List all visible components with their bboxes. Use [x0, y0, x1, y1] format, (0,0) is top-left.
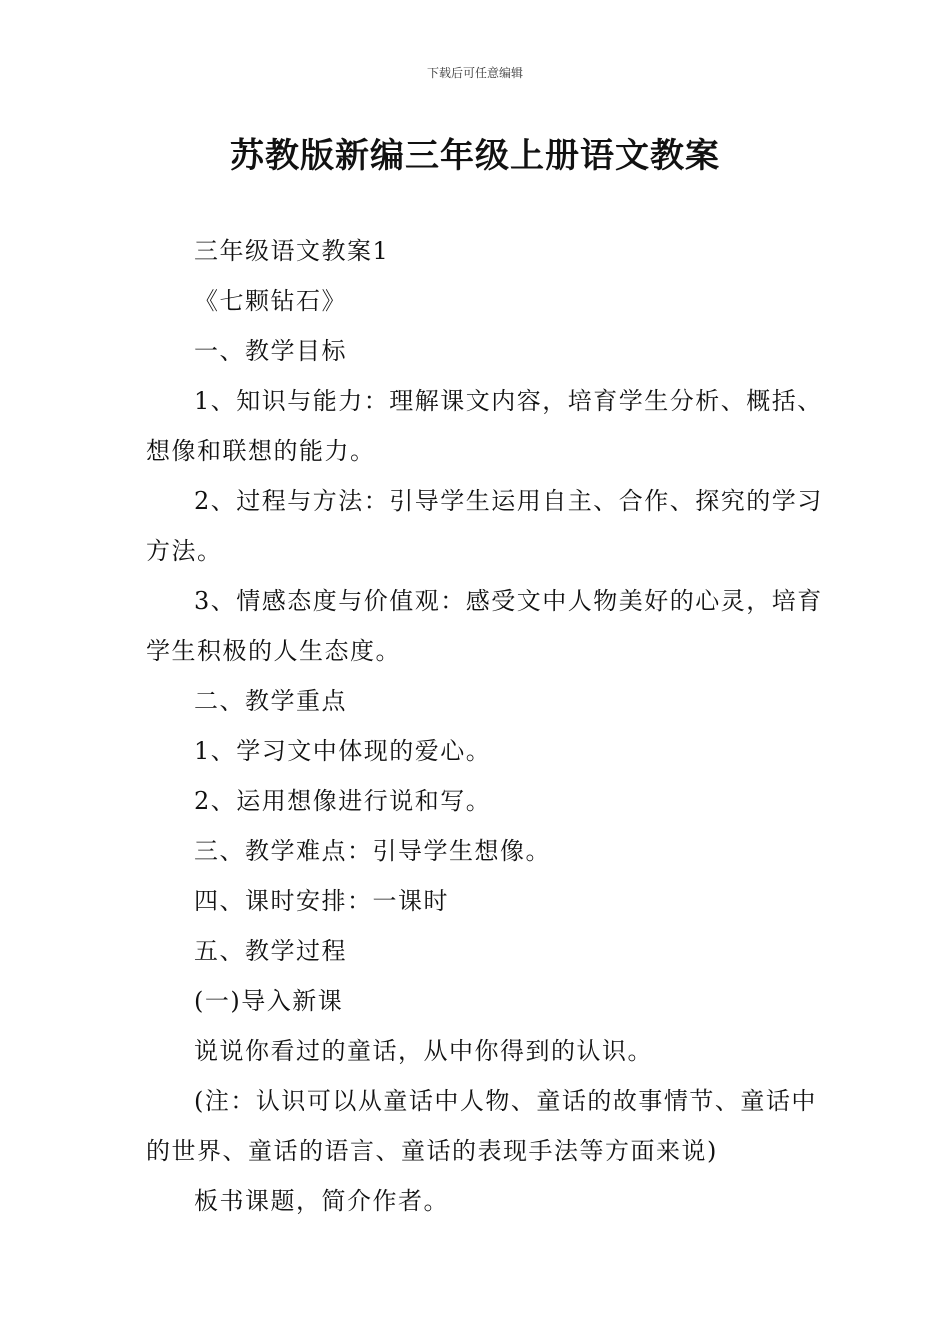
section-heading-key-points: 二、教学重点	[194, 687, 347, 715]
paragraph-intro-2: 板书课题，简介作者。	[194, 1187, 449, 1215]
section-heading-process: 五、教学过程	[194, 937, 347, 965]
document-body	[146, 226, 830, 1226]
section-heading-schedule: 四、课时安排：一课时	[194, 887, 449, 915]
paragraph-key-point-2: 2、运用想像进行说和写。	[194, 787, 492, 815]
document-title: 苏教版新编三年级上册语文教案	[230, 136, 720, 176]
paragraph-lesson-number: 三年级语文教案1	[194, 237, 390, 265]
paragraph-intro-1: 说说你看过的童话，从中你得到的认识。	[194, 1037, 653, 1065]
paragraph-intro-note: (注：认识可以从童话中人物、童话的故事情节、童话中的世界、童话的语言、童话的表现手法等方面来说)	[146, 1087, 817, 1165]
paragraph-goal-1: 1、知识与能力：理解课文内容，培育学生分析、概括、想像和联想的能力。	[146, 387, 823, 465]
subsection-heading-intro: (一)导入新课	[194, 987, 344, 1015]
section-heading-difficulty: 三、教学难点：引导学生想像。	[194, 837, 551, 865]
paragraph-goal-2: 2、过程与方法：引导学生运用自主、合作、探究的学习方法。	[146, 487, 823, 565]
section-heading-goals: 一、教学目标	[194, 337, 347, 365]
paragraph-goal-3: 3、情感态度与价值观：感受文中人物美好的心灵，培育学生积极的人生态度。	[146, 587, 823, 665]
paragraph-key-point-1: 1、学习文中体现的爱心。	[194, 737, 492, 765]
paragraph-lesson-title: 《七颗钻石》	[194, 287, 347, 315]
header-note: 下载后可任意编辑	[426, 66, 523, 80]
